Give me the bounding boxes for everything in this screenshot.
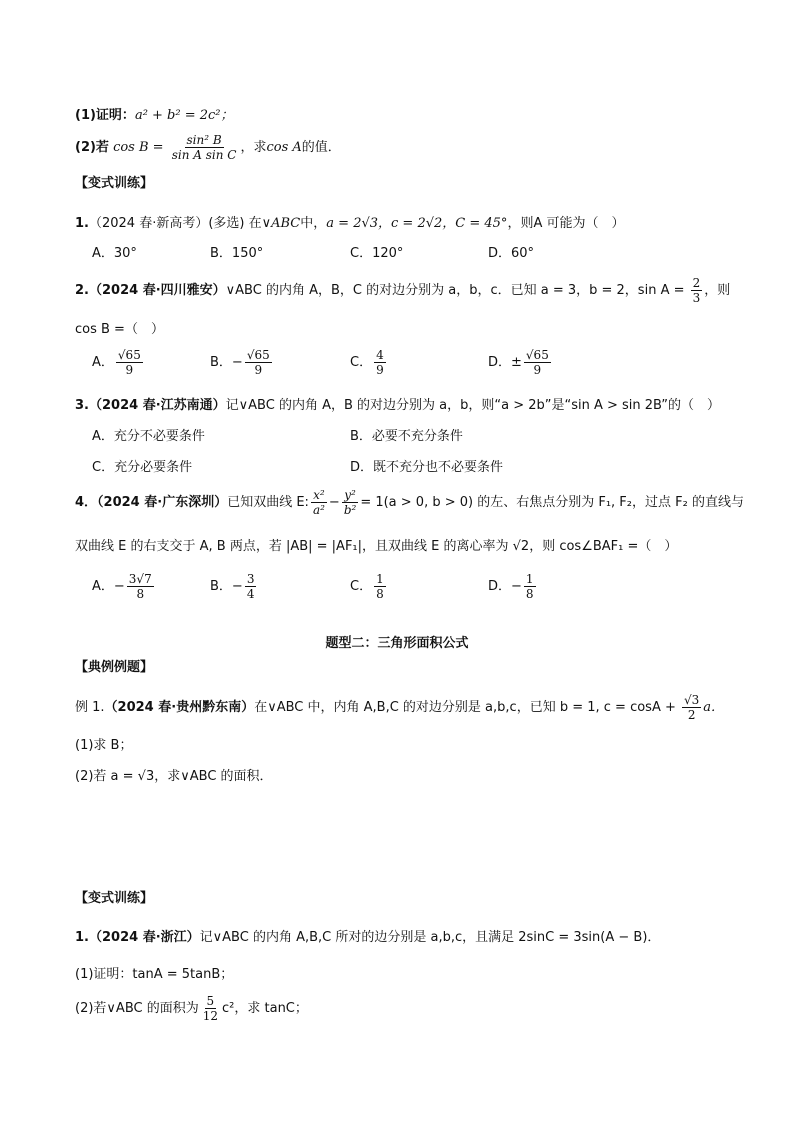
question-2: 2.（2024 春·四川雅安）∨ABC 的内角 A，B，C 的对边分别为 a，b，c．已知 a = 3，b = 2，sin A = $\frac{2}{3}$ ，则	[75, 276, 731, 305]
question-4: 4．（2024 春·广东深圳）已知双曲线 E: $\frac{\text{x²}}{\text{a²}}$ − $\frac{\text{y²}}{\text{b²}}$ = 1(a > 0, b > 0) 的左、右焦点分别为 F₁, F₂，过点 F₂ 的直线与	[75, 488, 744, 517]
part-2-cos: (2)若 cos B = $\frac{\text{sin² B}}{\text{sin A sin C}}$ ，求cos A的值．	[75, 133, 341, 162]
train2-part-2: (2)若∨ABC 的面积为 $\frac{5}{12}$ c²，求 tanC；	[75, 994, 308, 1023]
example-1-part-1: (1)求 B；	[75, 738, 133, 753]
section-heading-example: 【典例例题】	[75, 660, 154, 675]
fraction: $\frac{2}{3}$	[692, 276, 701, 305]
section-title: 题型二：三角形面积公式	[325, 636, 469, 651]
section-heading-train-1: 【变式训练】	[75, 176, 154, 191]
q2-option-b: B．− $\frac{√65}{9}$	[210, 348, 270, 377]
q3-option-c: C．充分必要条件	[92, 460, 193, 475]
q2-option-d: D．± $\frac{√65}{9}$	[488, 348, 549, 377]
q1-option-c: C．120°	[350, 246, 404, 261]
question-2-line2: cos B =（ ）	[75, 322, 164, 337]
example-1: 例 1.（2024 春·贵州黔东南）在∨ABC 中，内角 A,B,C 的对边分别是 a,b,c，已知 b = 1, c = cosA + $\frac{√3}{2}$ a．	[75, 693, 725, 722]
example-1-part-2: (2)若 a = √3，求∨ABC 的面积．	[75, 769, 273, 784]
question-4-line2: 双曲线 E 的右支交于 A, B 两点，若 |AB| = |AF₁|，且双曲线 E 的离心率为 √2，则 cos∠BAF₁ =（ ）	[75, 539, 678, 554]
q3-option-d: D．既不充分也不必要条件	[350, 460, 504, 475]
section-heading-train-2: 【变式训练】	[75, 891, 154, 906]
q1-option-d: D．60°	[488, 246, 535, 261]
q1-option-b: B．150°	[210, 246, 264, 261]
question-3: 3.（2024 春·江苏南通）记∨ABC 的内角 A，B 的对边分别为 a，b，则“a > 2b”是“sin A > sin 2B”的（ ）	[75, 398, 721, 413]
q4-option-b: B．− $\frac{3}{4}$	[210, 572, 255, 601]
q3-option-a: A．充分不必要条件	[92, 429, 205, 444]
q2-option-c: C． $\frac{4}{9}$	[350, 348, 384, 377]
train2-part-1: (1)证明：tanA = 5tanB；	[75, 967, 234, 982]
q4-option-d: D．− $\frac{1}{8}$	[488, 572, 534, 601]
fraction: $\frac{\text{sin² B}}{\text{sin A sin C}}$	[171, 133, 237, 162]
part-1-prove: (1)证明：a² + b² = 2c²；	[75, 108, 234, 123]
q4-option-a: A．− $\frac{3√7}{8}$	[92, 572, 152, 601]
q3-option-b: B．必要不充分条件	[350, 429, 463, 444]
q4-option-c: C． $\frac{1}{8}$	[350, 572, 384, 601]
train2-question-1: 1.（2024 春·浙江）记∨ABC 的内角 A,B,C 所对的边分别是 a,b,c，且满足 2sinC = 3sin(A − B)．	[75, 930, 661, 945]
q1-option-a: A．30°	[92, 246, 137, 261]
q2-option-a: A． $\frac{√65}{9}$	[92, 348, 141, 377]
question-1: 1.（2024 春·新高考）(多选) 在∨ABC中，a = 2√3，c = 2√2，C = 45°，则A 可能为（ ）	[75, 216, 625, 231]
